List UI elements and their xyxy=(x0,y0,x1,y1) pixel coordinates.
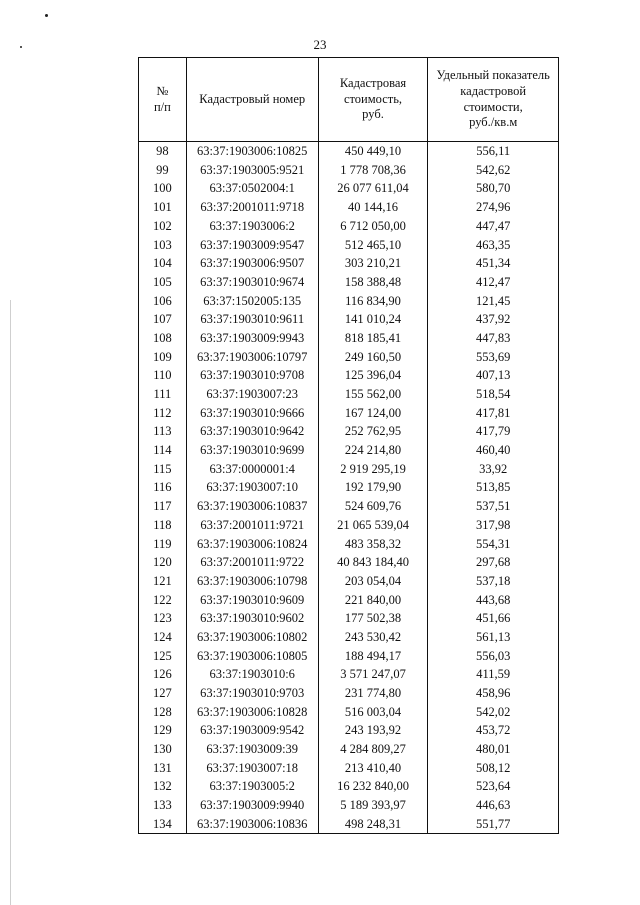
cell-cadastral-number: 63:37:1903006:10824 xyxy=(186,534,318,553)
cell-row-number: 114 xyxy=(139,441,187,460)
cell-cadastral-value: 1 778 708,36 xyxy=(318,161,428,180)
cell-specific-value: 447,47 xyxy=(428,217,559,236)
cell-row-number: 128 xyxy=(139,703,187,722)
cell-cadastral-number: 63:37:1903006:9507 xyxy=(186,254,318,273)
table-row xyxy=(139,292,559,311)
table-row xyxy=(139,254,559,273)
table-row xyxy=(139,422,559,441)
cell-row-number: 107 xyxy=(139,310,187,329)
cell-row-number: 113 xyxy=(139,422,187,441)
table-row xyxy=(139,609,559,628)
table-row xyxy=(139,497,559,516)
cell-cadastral-number: 63:37:1903006:10828 xyxy=(186,703,318,722)
cell-row-number: 106 xyxy=(139,292,187,311)
header-cadastral-value xyxy=(318,58,428,142)
cell-row-number: 99 xyxy=(139,161,187,180)
header-row-number xyxy=(139,58,187,142)
cell-cadastral-value: 243 193,92 xyxy=(318,721,428,740)
header-line: руб./кв.м xyxy=(469,115,518,130)
cell-cadastral-value: 116 834,90 xyxy=(318,292,428,311)
cell-cadastral-number: 63:37:2001011:9722 xyxy=(186,553,318,572)
cell-cadastral-number: 63:37:1903009:9943 xyxy=(186,329,318,348)
cell-specific-value: 297,68 xyxy=(428,553,559,572)
table-row xyxy=(139,628,559,647)
table-row xyxy=(139,777,559,796)
cell-cadastral-number: 63:37:1903010:9699 xyxy=(186,441,318,460)
cell-cadastral-value: 512 465,10 xyxy=(318,235,428,254)
cell-specific-value: 513,85 xyxy=(428,478,559,497)
table-row xyxy=(139,534,559,553)
header-specific-value xyxy=(428,58,559,142)
cell-cadastral-value: 498 248,31 xyxy=(318,815,428,834)
header-line: стоимости, xyxy=(463,99,523,114)
cell-row-number: 121 xyxy=(139,572,187,591)
cell-specific-value: 508,12 xyxy=(428,759,559,778)
cell-row-number: 108 xyxy=(139,329,187,348)
cell-row-number: 111 xyxy=(139,385,187,404)
table-row xyxy=(139,647,559,666)
table-row xyxy=(139,161,559,180)
cell-cadastral-value: 40 843 184,40 xyxy=(318,553,428,572)
cell-specific-value: 446,63 xyxy=(428,796,559,815)
cell-cadastral-value: 203 054,04 xyxy=(318,572,428,591)
cell-specific-value: 33,92 xyxy=(428,460,559,479)
table-row xyxy=(139,572,559,591)
cell-cadastral-value: 3 571 247,07 xyxy=(318,665,428,684)
cell-cadastral-value: 483 358,32 xyxy=(318,534,428,553)
header-line: Удельный показатель xyxy=(436,68,550,83)
cell-specific-value: 480,01 xyxy=(428,740,559,759)
table-row xyxy=(139,721,559,740)
cell-cadastral-value: 40 144,16 xyxy=(318,198,428,217)
cell-row-number: 98 xyxy=(139,142,187,161)
page-number: 23 xyxy=(313,37,327,52)
cell-cadastral-number: 63:37:1903006:10797 xyxy=(186,348,318,367)
cell-cadastral-value: 249 160,50 xyxy=(318,348,428,367)
table-row xyxy=(139,310,559,329)
table-row xyxy=(139,478,559,497)
cell-cadastral-number: 63:37:1903010:9611 xyxy=(186,310,318,329)
cell-cadastral-number: 63:37:2001011:9721 xyxy=(186,516,318,535)
cell-cadastral-number: 63:37:1903006:10805 xyxy=(186,647,318,666)
cell-specific-value: 554,31 xyxy=(428,534,559,553)
cell-cadastral-value: 450 449,10 xyxy=(318,142,428,161)
cell-row-number: 100 xyxy=(139,179,187,198)
cell-cadastral-value: 141 010,24 xyxy=(318,310,428,329)
cell-row-number: 132 xyxy=(139,777,187,796)
table-row xyxy=(139,329,559,348)
cell-cadastral-number: 63:37:1903005:2 xyxy=(186,777,318,796)
cell-specific-value: 412,47 xyxy=(428,273,559,292)
cell-row-number: 103 xyxy=(139,235,187,254)
cell-cadastral-number: 63:37:1903007:10 xyxy=(186,478,318,497)
scan-speck xyxy=(45,14,48,17)
table-row xyxy=(139,591,559,610)
cell-cadastral-number: 63:37:1903009:9542 xyxy=(186,721,318,740)
cell-specific-value: 553,69 xyxy=(428,348,559,367)
table-row xyxy=(139,684,559,703)
cell-cadastral-value: 26 077 611,04 xyxy=(318,179,428,198)
cell-cadastral-number: 63:37:1903010:6 xyxy=(186,665,318,684)
cell-cadastral-value: 231 774,80 xyxy=(318,684,428,703)
cell-row-number: 123 xyxy=(139,609,187,628)
cell-specific-value: 453,72 xyxy=(428,721,559,740)
table-row xyxy=(139,703,559,722)
cell-cadastral-value: 224 214,80 xyxy=(318,441,428,460)
cell-specific-value: 447,83 xyxy=(428,329,559,348)
table-row xyxy=(139,815,559,834)
table-row xyxy=(139,273,559,292)
cell-cadastral-number: 63:37:1903006:10802 xyxy=(186,628,318,647)
cell-specific-value: 121,45 xyxy=(428,292,559,311)
cell-cadastral-number: 63:37:1903005:9521 xyxy=(186,161,318,180)
cell-cadastral-number: 63:37:1903009:39 xyxy=(186,740,318,759)
cell-specific-value: 458,96 xyxy=(428,684,559,703)
cell-cadastral-number: 63:37:1903006:10837 xyxy=(186,497,318,516)
cell-specific-value: 518,54 xyxy=(428,385,559,404)
cell-cadastral-number: 63:37:1903010:9609 xyxy=(186,591,318,610)
table-row xyxy=(139,553,559,572)
cell-cadastral-value: 221 840,00 xyxy=(318,591,428,610)
table-row xyxy=(139,796,559,815)
cell-specific-value: 556,03 xyxy=(428,647,559,666)
cell-cadastral-number: 63:37:1903006:10825 xyxy=(186,142,318,161)
cell-cadastral-number: 63:37:1903010:9642 xyxy=(186,422,318,441)
cell-row-number: 118 xyxy=(139,516,187,535)
cell-row-number: 134 xyxy=(139,815,187,834)
cell-cadastral-value: 213 410,40 xyxy=(318,759,428,778)
cell-cadastral-number: 63:37:1903007:18 xyxy=(186,759,318,778)
cell-row-number: 133 xyxy=(139,796,187,815)
cell-specific-value: 561,13 xyxy=(428,628,559,647)
cell-specific-value: 537,18 xyxy=(428,572,559,591)
header-cadastral-number: Кадастровый номер xyxy=(186,58,318,142)
table-row xyxy=(139,385,559,404)
cell-specific-value: 542,62 xyxy=(428,161,559,180)
cell-row-number: 101 xyxy=(139,198,187,217)
cell-specific-value: 551,77 xyxy=(428,815,559,834)
cell-cadastral-number: 63:37:1903009:9547 xyxy=(186,235,318,254)
header-line: кадастровой xyxy=(460,83,527,98)
table-row xyxy=(139,142,559,161)
header-line: Кадастровая xyxy=(339,76,407,91)
cell-cadastral-number: 63:37:2001011:9718 xyxy=(186,198,318,217)
cell-row-number: 104 xyxy=(139,254,187,273)
header-line: стоимость, xyxy=(343,91,403,106)
cell-cadastral-value: 524 609,76 xyxy=(318,497,428,516)
table-row xyxy=(139,217,559,236)
cell-cadastral-value: 188 494,17 xyxy=(318,647,428,666)
cell-cadastral-value: 177 502,38 xyxy=(318,609,428,628)
table-row xyxy=(139,441,559,460)
cell-cadastral-number: 63:37:1903006:10836 xyxy=(186,815,318,834)
cell-cadastral-number: 63:37:1903010:9674 xyxy=(186,273,318,292)
cell-specific-value: 317,98 xyxy=(428,516,559,535)
cell-cadastral-number: 63:37:0502004:1 xyxy=(186,179,318,198)
cell-row-number: 115 xyxy=(139,460,187,479)
cell-row-number: 105 xyxy=(139,273,187,292)
cell-specific-value: 523,64 xyxy=(428,777,559,796)
cell-row-number: 120 xyxy=(139,553,187,572)
cell-cadastral-value: 2 919 295,19 xyxy=(318,460,428,479)
cell-specific-value: 556,11 xyxy=(428,142,559,161)
cell-cadastral-value: 5 189 393,97 xyxy=(318,796,428,815)
cell-row-number: 112 xyxy=(139,404,187,423)
cell-cadastral-value: 243 530,42 xyxy=(318,628,428,647)
cell-specific-value: 443,68 xyxy=(428,591,559,610)
table-row xyxy=(139,740,559,759)
table-row xyxy=(139,235,559,254)
cell-row-number: 125 xyxy=(139,647,187,666)
cell-row-number: 129 xyxy=(139,721,187,740)
cell-row-number: 127 xyxy=(139,684,187,703)
cell-specific-value: 411,59 xyxy=(428,665,559,684)
header-line: п/п xyxy=(153,99,171,114)
cell-cadastral-number: 63:37:1903010:9666 xyxy=(186,404,318,423)
cell-row-number: 109 xyxy=(139,348,187,367)
cell-specific-value: 437,92 xyxy=(428,310,559,329)
cell-cadastral-value: 4 284 809,27 xyxy=(318,740,428,759)
table-header-row xyxy=(139,58,559,142)
cell-specific-value: 451,34 xyxy=(428,254,559,273)
table-row xyxy=(139,460,559,479)
cell-cadastral-number: 63:37:0000001:4 xyxy=(186,460,318,479)
cell-cadastral-value: 6 712 050,00 xyxy=(318,217,428,236)
cell-row-number: 116 xyxy=(139,478,187,497)
cell-specific-value: 417,81 xyxy=(428,404,559,423)
cell-cadastral-number: 63:37:1903009:9940 xyxy=(186,796,318,815)
table-row xyxy=(139,759,559,778)
cell-specific-value: 460,40 xyxy=(428,441,559,460)
cell-cadastral-number: 63:37:1903010:9708 xyxy=(186,366,318,385)
table-row xyxy=(139,516,559,535)
cell-cadastral-value: 167 124,00 xyxy=(318,404,428,423)
cell-row-number: 117 xyxy=(139,497,187,516)
table-row xyxy=(139,179,559,198)
cell-cadastral-number: 63:37:1903007:23 xyxy=(186,385,318,404)
table-row xyxy=(139,198,559,217)
table-row xyxy=(139,665,559,684)
cell-row-number: 126 xyxy=(139,665,187,684)
scan-page-edge xyxy=(10,300,11,905)
cell-cadastral-value: 192 179,90 xyxy=(318,478,428,497)
cell-row-number: 110 xyxy=(139,366,187,385)
cell-row-number: 131 xyxy=(139,759,187,778)
cell-cadastral-number: 63:37:1502005:135 xyxy=(186,292,318,311)
cell-cadastral-value: 818 185,41 xyxy=(318,329,428,348)
cell-specific-value: 407,13 xyxy=(428,366,559,385)
cell-row-number: 122 xyxy=(139,591,187,610)
cell-cadastral-value: 155 562,00 xyxy=(318,385,428,404)
cell-cadastral-value: 21 065 539,04 xyxy=(318,516,428,535)
table-row xyxy=(139,366,559,385)
cell-specific-value: 542,02 xyxy=(428,703,559,722)
cell-cadastral-number: 63:37:1903006:2 xyxy=(186,217,318,236)
cell-specific-value: 463,35 xyxy=(428,235,559,254)
table-row xyxy=(139,348,559,367)
cell-row-number: 130 xyxy=(139,740,187,759)
cell-cadastral-value: 252 762,95 xyxy=(318,422,428,441)
cell-cadastral-value: 125 396,04 xyxy=(318,366,428,385)
header-line: руб. xyxy=(362,107,384,122)
cell-specific-value: 451,66 xyxy=(428,609,559,628)
cell-row-number: 124 xyxy=(139,628,187,647)
cell-specific-value: 580,70 xyxy=(428,179,559,198)
cell-cadastral-number: 63:37:1903006:10798 xyxy=(186,572,318,591)
cell-specific-value: 274,96 xyxy=(428,198,559,217)
cell-cadastral-value: 516 003,04 xyxy=(318,703,428,722)
cell-cadastral-value: 16 232 840,00 xyxy=(318,777,428,796)
cell-specific-value: 417,79 xyxy=(428,422,559,441)
header-line: № xyxy=(156,83,169,98)
cell-cadastral-value: 158 388,48 xyxy=(318,273,428,292)
cell-cadastral-number: 63:37:1903010:9602 xyxy=(186,609,318,628)
cadastral-value-table xyxy=(138,57,559,834)
table-row xyxy=(139,404,559,423)
cell-cadastral-number: 63:37:1903010:9703 xyxy=(186,684,318,703)
cell-row-number: 119 xyxy=(139,534,187,553)
cell-specific-value: 537,51 xyxy=(428,497,559,516)
cell-row-number: 102 xyxy=(139,217,187,236)
cell-cadastral-value: 303 210,21 xyxy=(318,254,428,273)
